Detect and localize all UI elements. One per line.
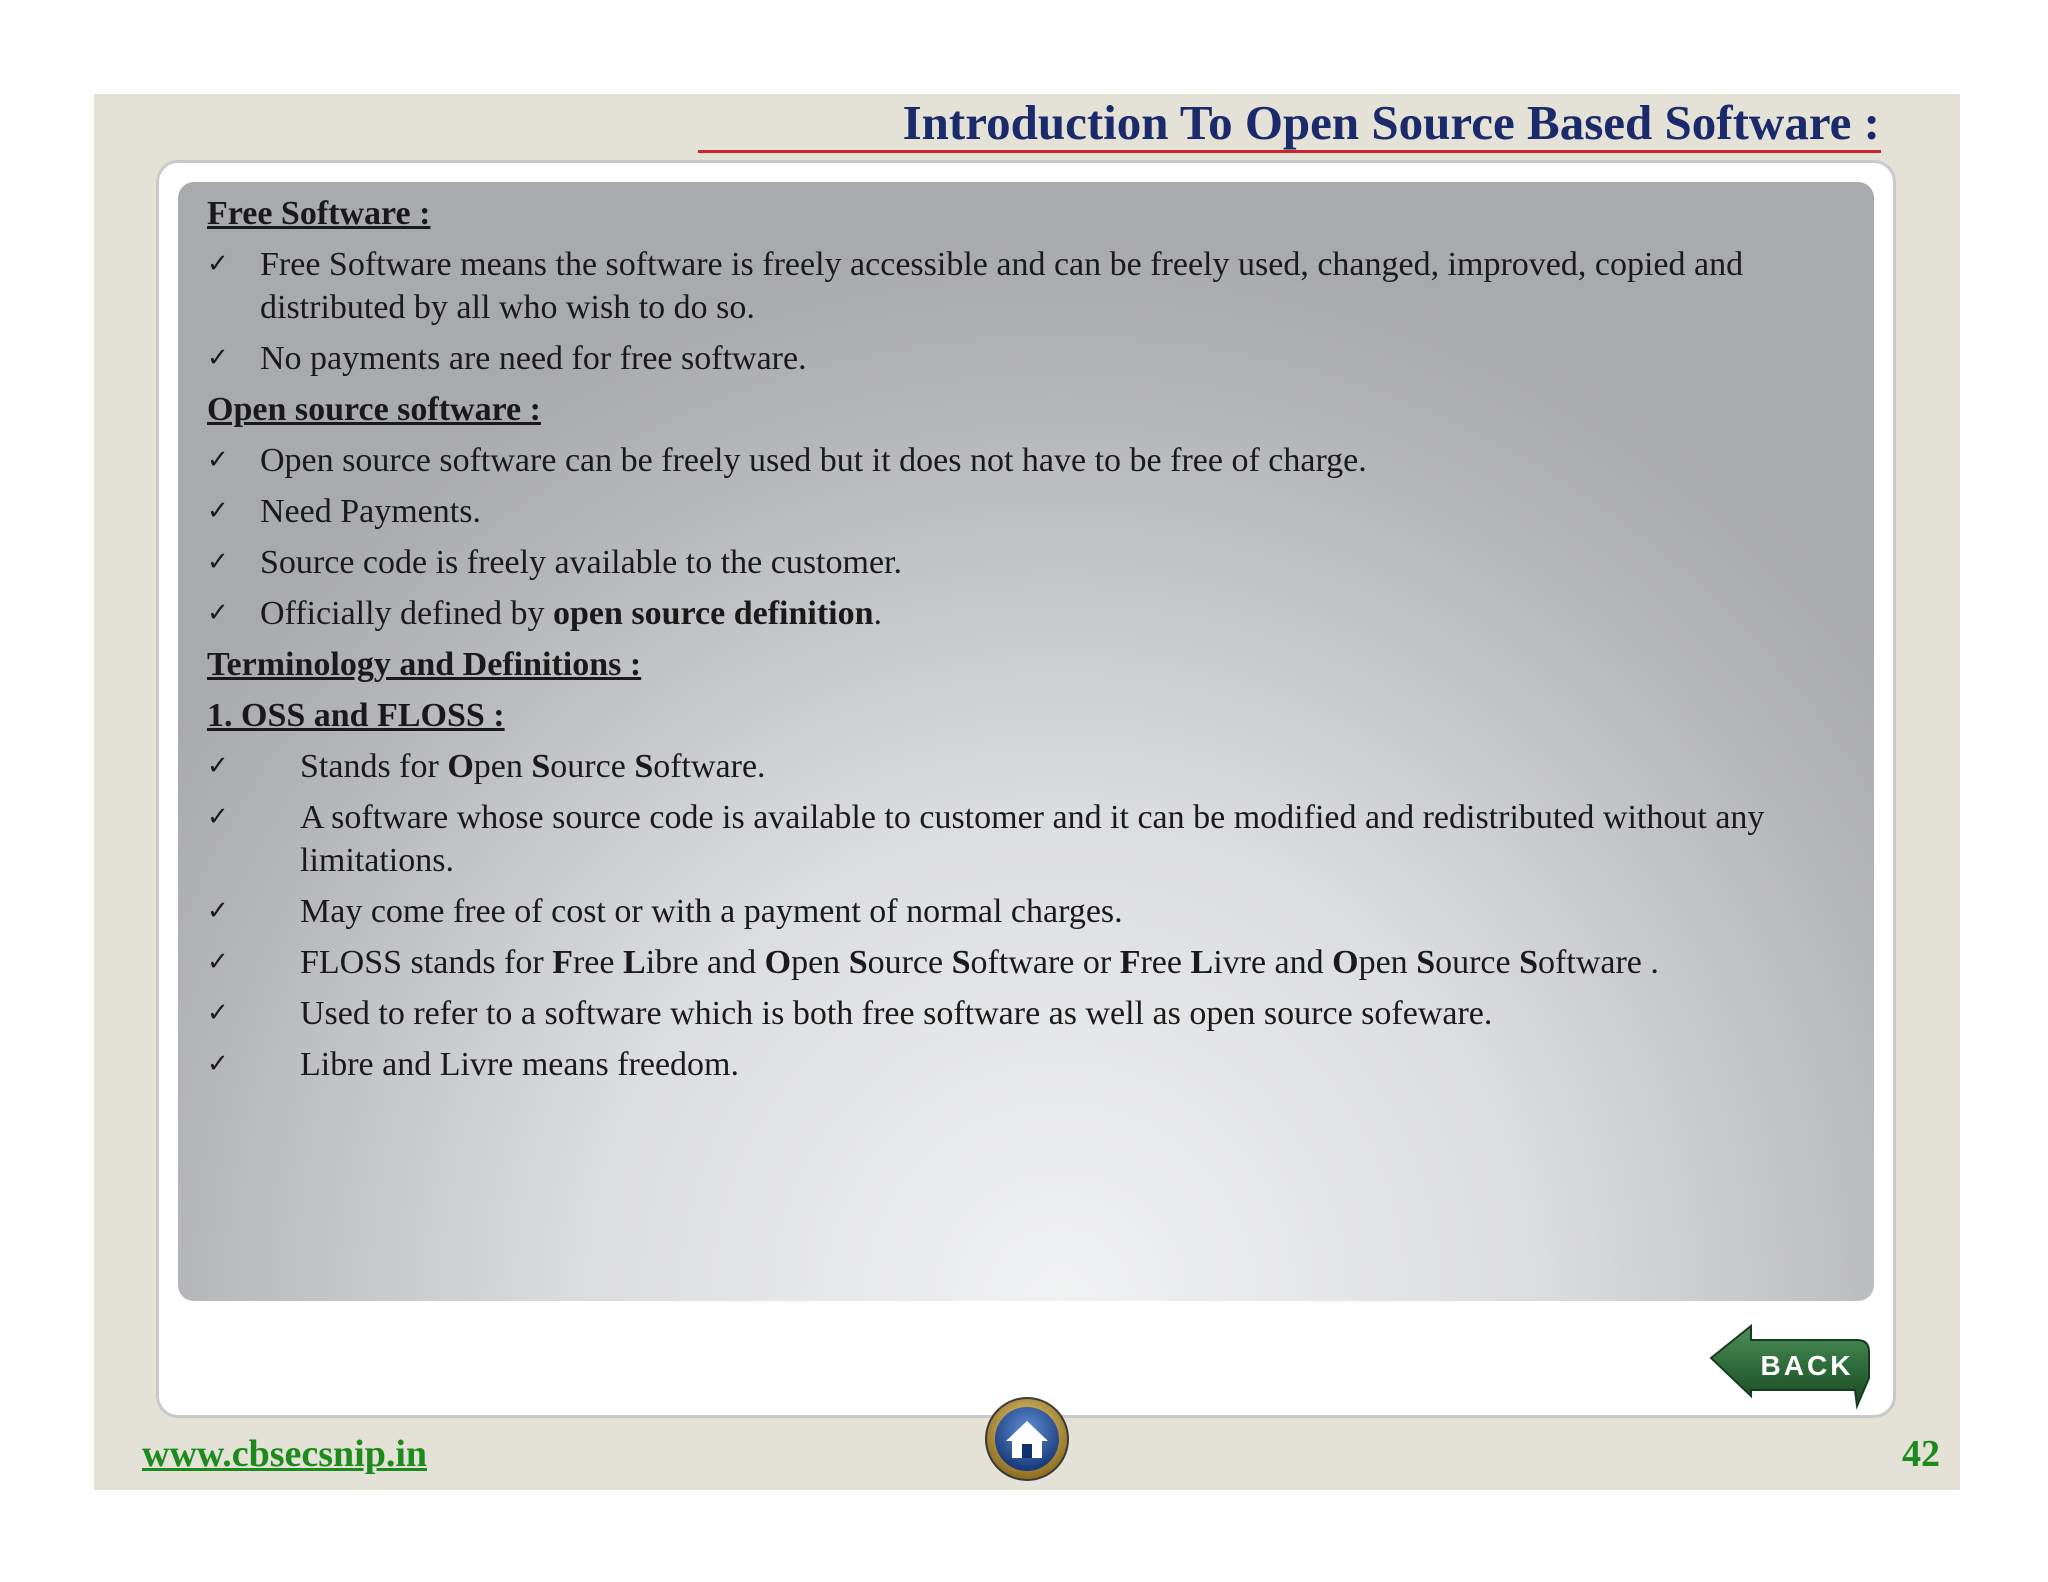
slide-title: Introduction To Open Source Based Software : xyxy=(902,95,1880,150)
checkmark-icon: ✓ xyxy=(207,598,229,628)
checkmark-icon: ✓ xyxy=(207,343,229,373)
heading-free-software: Free Software : xyxy=(207,195,431,232)
list-item: ✓ Free Software means the software is freely accessible and can be freely used, changed, improved, copied and distributed by all who wish to do so. xyxy=(207,243,1857,329)
checkmark-icon: ✓ xyxy=(207,249,229,279)
page-number: 42 xyxy=(1902,1433,1940,1475)
list-item: ✓ Officially defined by open source definition. xyxy=(207,592,1857,635)
list-item xyxy=(207,745,1857,788)
checkmark-icon: ✓ xyxy=(207,496,229,526)
checkmark-icon: ✓ xyxy=(207,445,229,475)
content-panel xyxy=(178,182,1874,1301)
list-item: ✓ Source code is freely available to the customer. xyxy=(207,541,1857,584)
content-body xyxy=(207,192,1857,1094)
subheading-oss-floss: 1. OSS and FLOSS : xyxy=(207,697,505,734)
list-item: ✓ A software whose source code is available to customer and it can be modified and redistributed without any limitations. xyxy=(207,796,1857,882)
home-button[interactable] xyxy=(984,1396,1070,1482)
checkmark-icon: ✓ xyxy=(207,1049,229,1079)
list-item: ✓ Libre and Livre means freedom. xyxy=(207,1043,1857,1086)
back-button[interactable] xyxy=(1707,1320,1872,1410)
oss-expansion: Stands for Open Source Software. xyxy=(300,748,766,785)
checkmark-icon: ✓ xyxy=(207,751,229,781)
back-label: BACK xyxy=(1760,1350,1854,1381)
list-item xyxy=(207,941,1857,984)
heading-terminology: Terminology and Definitions : xyxy=(207,646,642,683)
list-item: ✓ Open source software can be freely used but it does not have to be free of charge. xyxy=(207,439,1857,482)
checkmark-icon: ✓ xyxy=(207,947,229,977)
list-item: ✓ Used to refer to a software which is both free software as well as open source sofeware. xyxy=(207,992,1857,1035)
footer-website-link[interactable]: www.cbsecsnip.in xyxy=(142,1433,428,1475)
checkmark-icon: ✓ xyxy=(207,547,229,577)
list-item: ✓ Need Payments. xyxy=(207,490,1857,533)
floss-expansion: FLOSS stands for Free Libre and Open Source Software or Free Livre and Open Source Software . xyxy=(300,944,1659,981)
slide xyxy=(94,94,1960,1490)
list-item: ✓ No payments are need for free software. xyxy=(207,337,1857,380)
title-underline xyxy=(698,150,1881,153)
heading-open-source: Open source software : xyxy=(207,391,541,428)
list-item: ✓ May come free of cost or with a payment of normal charges. xyxy=(207,890,1857,933)
checkmark-icon: ✓ xyxy=(207,802,229,832)
checkmark-icon: ✓ xyxy=(207,896,229,926)
checkmark-icon: ✓ xyxy=(207,998,229,1028)
